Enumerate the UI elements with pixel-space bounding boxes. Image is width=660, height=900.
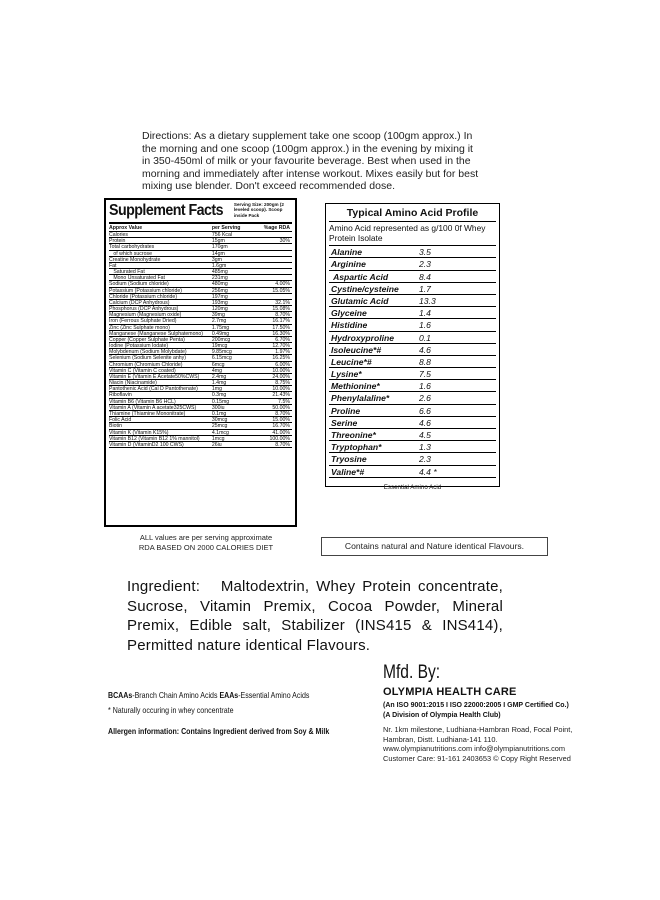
amino-profile-subtitle: Amino Acid represented as g/100 0f Whey Protein Isolate [329,222,496,246]
all-values-line-2: RDA BASED ON 2000 CALORIES DIET [138,542,274,552]
all-values-line-1: ALL values are per serving approximate [139,533,273,542]
amino-row [329,258,496,270]
col-per-serving: per Serving [211,224,241,231]
nutrient-name: Mono Unsaturated Fat [109,275,165,281]
amino-acid-profile-panel [325,203,500,491]
col-approx-value: Approx Value [109,224,143,231]
amino-acid-value: 4.6 [419,344,431,355]
allergen-info: Allergen information: Contains Ingredient derived from Soy & Milk [108,726,330,736]
amino-row [329,392,496,404]
per-serving-value: 485mg [211,269,228,276]
amino-acid-value: 6.6 [419,405,431,416]
amino-row [329,319,496,331]
amino-row [329,344,496,356]
amino-acid-name: Arginine [331,259,366,270]
nutrient-name: Vitamin A (Vitamin A acetate325CWS) [109,404,197,410]
nutrient-name: Vitamin E (Vitamin E Acetate50%CWS) [109,373,200,380]
nutrient-name: Chromium (Chromium Chloride) [109,361,183,367]
per-serving-value: 756 Kcal [211,232,233,238]
nutrient-name: Chloride (Potassium chloride) [109,293,178,299]
flavours-box: Contains natural and Nature identical Flavours. [321,537,548,556]
nutrient-name: Total carbohydrates [109,244,155,250]
nutrient-name: Creatine Monohydrate [109,256,161,262]
iso-line: (An ISO 9001:2015 I ISO 22000:2005 I GMP Certified Co.) [383,702,569,709]
rda-value: 7.5% [278,398,290,405]
nutrient-name: Vitamin K (Vitamin K15%) [109,429,169,435]
nutrient-name: Vitamin B6 (Vitamin B6 HCL) [109,398,176,404]
per-serving-value: 231mg [211,275,228,282]
company-name: OLYMPIA HEALTH CARE [383,686,517,698]
amino-rows [329,246,496,478]
per-serving-value: 1.6gm [211,262,227,269]
nutrient-name: Folic Acid [109,417,132,423]
rda-value: 4.00% [275,281,290,288]
per-serving-value: 2.4mg [211,373,227,380]
rda-value: 30% [279,238,290,245]
nutrient-name: Iodine (Potassium Iodate) [109,343,169,349]
rda-value [252,294,292,299]
supplement-facts-panel [104,198,297,527]
rda-value: 8.70% [275,441,290,448]
nutrient-name: Saturated Fat [109,269,145,275]
amino-acid-value: 2.6 [419,393,431,404]
nutrient-name: of which sucrose [109,250,152,256]
rda-value: 15.00% [272,417,290,424]
per-serving-value: 6.15mcg [211,355,232,362]
amino-acid-name: Valine*# [331,466,365,477]
rda-value: 16.70% [272,423,290,430]
amino-row [329,429,496,441]
amino-row [329,380,496,392]
per-serving-value: 15gm [211,238,225,245]
amino-acid-name: Lysine* [331,369,362,380]
rda-value: 41.00% [272,429,290,436]
per-serving-value: 6mcg [211,361,225,368]
per-serving-value: 300iu [211,404,225,411]
rda-value [252,232,292,237]
supplement-facts-title: Supplement Facts [109,202,223,219]
nutrient-name: Magnesium (Magnesium oxide) [109,312,182,318]
amino-acid-name: Methionine* [331,381,380,392]
per-serving-value: 197mg [211,293,228,300]
amino-acid-value: 1.6 [419,381,431,392]
per-serving-value: 1mcg [211,435,225,442]
supplement-facts-header [109,202,292,224]
amino-acid-value: 4.5 [419,430,431,440]
nutrient-name: Niacin (Niacinamide) [109,380,157,386]
per-serving-value: 0.1mg [211,410,227,417]
eaa-label: EAAs [219,690,239,700]
amino-acid-value: 7.5 [419,369,431,380]
amino-row [329,283,496,295]
per-serving-value: 120mg [211,306,228,313]
amino-acid-value: 8.8 [419,356,431,367]
amino-row [329,271,496,283]
amino-row [329,368,496,380]
bcaa-text: -Branch Chain Amino Acids [132,690,218,700]
serving-size-note: Serving Size: 200gm (2 leveled scoop). Scoop inside Pack [233,202,284,218]
rda-value [252,269,292,274]
amino-acid-value: 2.3 [419,259,431,270]
amino-acid-value: 4.4 * [419,466,437,477]
amino-acid-value: 3.5 [419,247,431,258]
amino-acid-value: 0.1 [419,332,431,343]
rda-value: 8.70% [275,410,290,417]
amino-acid-value: 1.4 [419,308,431,319]
amino-acid-name: Proline [331,405,361,416]
rda-value [252,251,292,256]
nutrient-name: Biotin [109,423,122,429]
rda-value [252,244,292,249]
rda-value: 100.00% [269,435,290,442]
rda-value: 1.97% [275,349,290,356]
rda-value: 6.70% [275,336,290,343]
rda-value [252,257,292,262]
amino-row [329,332,496,344]
amino-row [329,246,496,258]
directions-text: Directions: As a dietary supplement take one scoop (100gm approx.) In the morning and one scoop (100gm approx.) in the evening by mixing it in 350-450ml of milk or your favourite beverage. Best when used in the morning and immediately after intense workout. Mixes easily but for best mixing use blender. Don't exceed recommended dose. [142,130,479,193]
amino-acid-name: Histidine [331,320,368,331]
address-line-1: Nr. 1km milestone, Ludhiana-Hambran Road, Focal Point, [383,725,573,734]
per-serving-value: 0.15mg [211,398,230,405]
per-serving-value: 19mcg [211,343,228,350]
rda-value: 17.50% [272,324,290,331]
rda-value [252,275,292,280]
rda-value: 8.70% [275,312,290,319]
nutrient-name: Copper (Copper Sulphate Penta) [109,336,185,343]
amino-acid-name: Phenylalaline* [331,393,390,404]
rda-value: 12.70% [272,343,290,350]
nutrient-name: Iron (Ferrous Sulphate Dried) [109,318,177,324]
amino-acid-value: 1.7 [419,283,431,294]
amino-acid-value: 4.6 [419,417,431,428]
certifications [383,701,573,721]
amino-acid-value: 8.4 [419,271,431,282]
web-email-line: www.olympianutritions.com info@olympianutritions.com [383,744,566,753]
rda-value: 10.00% [272,386,290,393]
per-serving-value: 200mcg [211,336,231,343]
nutrient-name: Pantothenic Acid (Cal D Pantothenate) [109,386,198,392]
amino-acid-name: Serine [331,417,358,428]
rda-value: 10.00% [272,367,290,374]
address-block [383,725,583,763]
rda-value: 16.30% [272,330,290,337]
supplement-facts-rows [109,232,292,448]
abbreviations-line [108,690,309,700]
per-serving-value: 0.49mg [211,330,230,337]
natural-note: * Naturally occuring in whey concentrate [108,705,234,715]
nutrient-name: Vitamin D (VitaminD2 100 CWS) [109,441,184,448]
per-serving-value: 30mcg [211,417,228,424]
amino-row [329,356,496,368]
amino-row [329,295,496,307]
amino-acid-value: 1.3 [419,442,431,453]
per-serving-value: 0.3mg [211,392,227,399]
per-serving-value: 25mcg [211,423,228,430]
ingredient-section [127,577,503,655]
amino-acid-name: Alanine [331,247,363,258]
rda-value: 6.00% [275,361,290,368]
rda-value: 8.75% [275,380,290,387]
nutrient-name: Manganese (Manganese Sulphatemono) [109,330,204,336]
rda-value: 16.17% [272,318,290,325]
address-line-2: Hambran, Distt. Ludhiana-141 110. [383,734,498,744]
all-values-note [126,533,286,552]
amino-acid-name: Aspartic Acid [331,271,389,282]
mfd-by-heading: Mfd. By: [383,662,441,683]
rda-value: 16.25% [272,355,290,362]
division-line: (A Division of Olympia Health Club) [383,712,501,719]
rda-value: 15.08% [272,306,290,313]
ingredient-text: Maltodextrin, Whey Protein concentrate, Sucrose, Vitamin Premix, Cocoa Powder, Mineral Premix, Edible salt, Stabilizer (INS415 & INS414), Permitted nature identical Flavours. [127,578,504,654]
rda-value: 15.05% [272,287,290,294]
amino-row [329,441,496,453]
ingredient-label: Ingredient: [127,578,201,595]
essential-amino-note: Essential Amino Acid [383,483,442,491]
amino-acid-name: Glyceine [331,308,367,319]
per-serving-value: 256mg [211,287,228,294]
per-serving-value: 1.75mg [211,324,230,331]
rda-value: 21.43% [272,392,290,399]
nutrient-name: Zinc (Zinc Sulphate mono) [109,324,170,330]
amino-row [329,466,496,478]
amino-row [329,453,496,465]
rda-value [252,263,292,268]
bcaa-label: BCAAs [108,690,133,700]
nutrient-name: Molybdenum (Sodium Molybdate) [109,349,187,355]
per-serving-value: 1.4mg [211,380,227,387]
table-row [109,442,292,448]
per-serving-value: 1mg [211,386,222,393]
amino-acid-name: Cystine/cysteine [331,283,399,294]
rda-value: 32.1% [275,299,290,306]
amino-profile-title: Typical Amino Acid Profile [329,207,496,222]
supplement-facts-column-header [109,224,292,232]
amino-acid-name: Glutamic Acid [331,295,389,306]
nutrient-name: Vitamin C (Vitamin C coated) [109,367,176,373]
amino-acid-name: Isoleucine*# [331,344,382,355]
eaa-text: -Essential Amino Acids [238,690,310,700]
nutrient-name: Calories [109,232,129,238]
nutrient-name: Sodium (Sodium chloride) [109,281,169,287]
nutrient-name: Fat [109,262,117,269]
amino-acid-name: Leucine*# [331,356,372,367]
amino-row [329,307,496,319]
per-serving-value: 2.7mg [211,318,227,325]
per-serving-value: 4mg [211,367,222,374]
amino-acid-value: 13.3 [419,295,436,306]
per-serving-value: 39mg [211,312,225,319]
nutrient-name: Potassium (Potassium chloride) [109,287,182,293]
rda-value: 24.00% [272,373,290,380]
col-rda: %age RDA [263,224,290,231]
per-serving-value: 480mg [211,281,228,288]
customer-care-line: Customer Care: 91-161 2403653 © Copy Right Reserved [383,753,571,763]
amino-acid-name: Hydroxyproline [331,332,395,343]
nutrient-name: Thiamine (Thiamine Mononitrate) [109,410,186,417]
nutrient-name: Vitamin B12 (Vitamin B12 1% mannitol) [109,435,200,441]
per-serving-value: 4.1mcg [211,429,229,436]
per-serving-value: 3gm [211,256,222,263]
nutrient-name: Phosphorus (DCP Anhydrous) [109,306,179,312]
per-serving-value: 26iu [211,441,222,448]
amino-acid-name: Tryosine [331,454,367,465]
nutrient-name: Protein [109,238,126,244]
nutrient-name: Riboflavin [109,392,132,398]
amino-acid-value: 2.3 [419,454,431,465]
amino-acid-name: Tryptophan* [331,442,382,453]
per-serving-value: 9.85mcg [211,349,232,356]
per-serving-value: 170gm [211,244,228,251]
amino-acid-value: 1.6 [419,320,431,331]
per-serving-value: 193mg [211,299,228,306]
per-serving-value: 14gm [211,250,225,257]
amino-row [329,405,496,417]
rda-value: 50.00% [272,404,290,411]
nutrient-name: Selenium (Sodium Selenite anhy) [109,355,186,361]
amino-acid-name: Threonine* [331,430,376,440]
nutrient-name: Calcium (DCP Anhydrous) [109,299,170,306]
amino-row [329,417,496,429]
